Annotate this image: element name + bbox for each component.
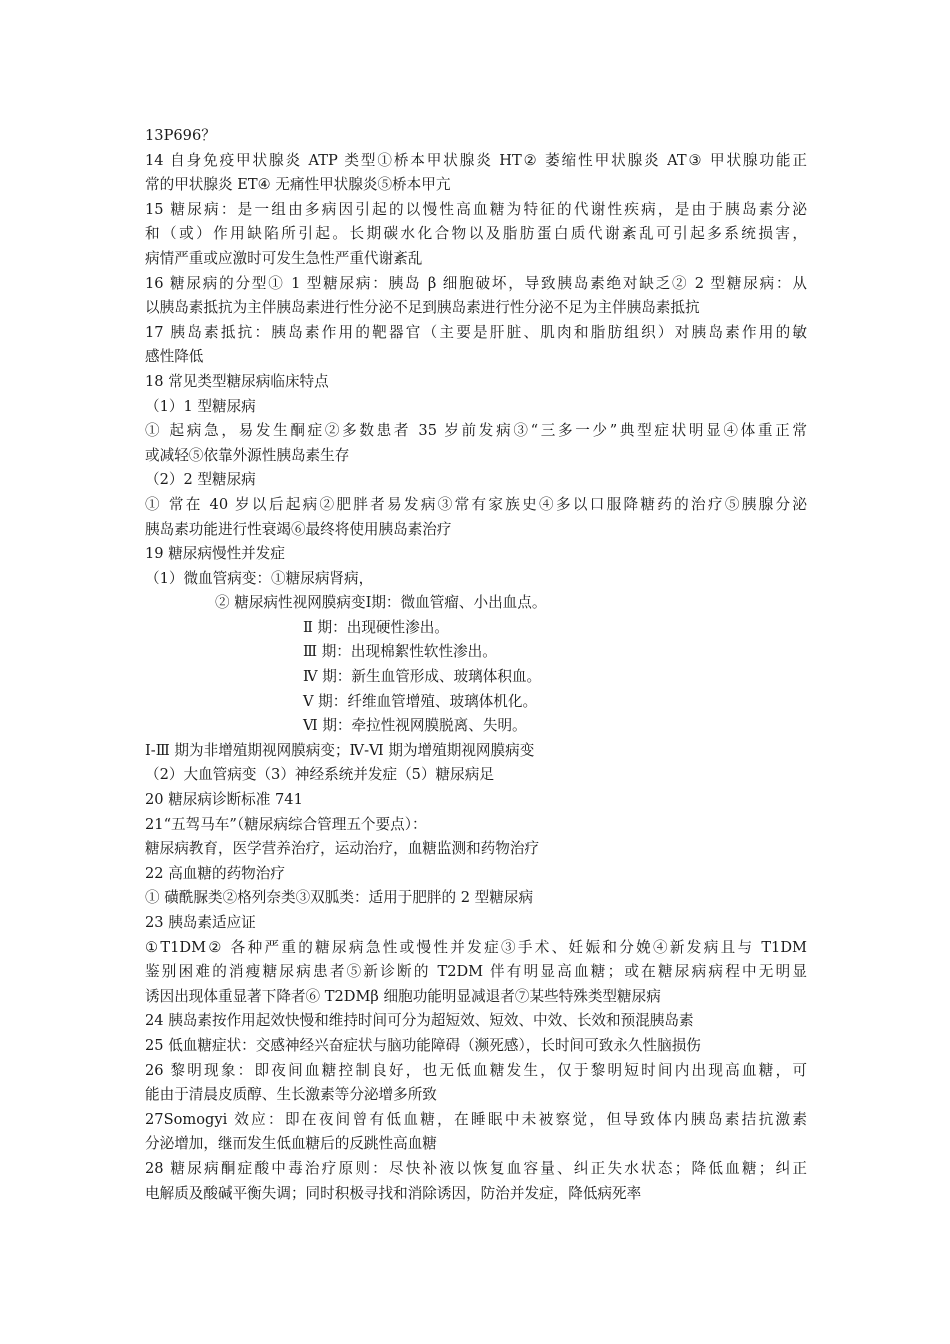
text-line: 16 糖尿病的分型① 1 型糖尿病：胰岛 β 细胞破坏，导致胰岛素绝对缺乏② 2 型糖尿病：从 <box>145 274 807 292</box>
section-heading: 22 高血糖的药物治疗 <box>145 864 285 882</box>
subsection-heading: （1）1 型糖尿病 <box>145 397 256 415</box>
text-line: 能由于清晨皮质醇、生长激素等分泌增多所致 <box>145 1086 437 1104</box>
text-line: ① 磺酰脲类②格列奈类③双胍类：适用于肥胖的 2 型糖尿病 <box>145 889 534 907</box>
text-line: ② 糖尿病性视网膜病变Ⅰ期：微血管瘤、小出血点。 <box>215 594 547 612</box>
text-line: （1）微血管病变：①糖尿病肾病， <box>145 569 374 587</box>
text-line: 糖尿病教育，医学营养治疗，运动治疗，血糖监测和药物治疗 <box>145 840 540 858</box>
text-line: 诱因出现体重显著下降者⑥ T2DMβ 细胞功能明显减退者⑦某些特殊类型糖尿病 <box>145 987 661 1005</box>
text-line: 分泌增加，继而发生低血糖后的反跳性高血糖 <box>145 1135 437 1153</box>
text-line: Ⅳ 期：新生血管形成、玻璃体积血。 <box>303 668 542 686</box>
section-heading: 18 常见类型糖尿病临床特点 <box>145 372 329 390</box>
text-line: 病情严重或应激时可发生急性严重代谢紊乱 <box>145 249 423 267</box>
text-line: 胰岛素功能进行性衰竭⑥最终将使用胰岛素治疗 <box>145 520 452 538</box>
text-line: ①T1DM② 各种严重的糖尿病急性或慢性并发症③手术、妊娠和分娩④新发病且与 T1DM <box>145 938 807 956</box>
section-heading: 20 糖尿病诊断标准 741 <box>145 791 303 809</box>
text-line: 15 糖尿病：是一组由多病因引起的以慢性高血糖为特征的代谢性疾病，是由于胰岛素分泌 <box>145 200 807 218</box>
text-line: 电解质及酸碱平衡失调；同时积极寻找和消除诱因，防治并发症，降低病死率 <box>145 1184 642 1202</box>
text-line: 14 自身免疫甲状腺炎 ATP 类型①桥本甲状腺炎 HT② 萎缩性甲状腺炎 AT③ 甲状腺功能正 <box>145 151 807 169</box>
section-heading: 21“五驾马车”（糖尿病综合管理五个要点）： <box>145 815 427 833</box>
text-line: Ⅰ-Ⅲ 期为非增殖期视网膜病变；Ⅳ-Ⅵ 期为增殖期视网膜病变 <box>145 741 535 759</box>
text-line: Ⅵ 期：牵拉性视网膜脱离、失明。 <box>303 717 527 735</box>
section-heading: 19 糖尿病慢性并发症 <box>145 545 285 563</box>
text-line: 24 胰岛素按作用起效快慢和维持时间可分为超短效、短效、中效、长效和预混胰岛素 <box>145 1012 694 1030</box>
text-line: 13P696？ <box>145 127 216 144</box>
text-line: Ⅲ 期：出现棉絮性软性渗出。 <box>303 643 497 661</box>
text-line: 27Somogyi 效应：即在夜间曾有低血糖，在睡眠中未被察觉，但导致体内胰岛素拮抗激素 <box>145 1110 807 1128</box>
text-line: 或减轻⑤依靠外源性胰岛素生存 <box>145 446 350 464</box>
text-line: Ⅴ 期：纤维血管增殖、玻璃体机化。 <box>303 692 538 710</box>
text-line: 以胰岛素抵抗为主伴胰岛素进行性分泌不足到胰岛素进行性分泌不足为主伴胰岛素抵抗 <box>145 299 700 317</box>
text-line: 鉴别困难的消瘦糖尿病患者⑤新诊断的 T2DM 伴有明显高血糖；或在糖尿病病程中无明显 <box>145 963 807 981</box>
text-line: 常的甲状腺炎 ET④ 无痛性甲状腺炎⑤桥本甲亢 <box>145 176 451 194</box>
text-line: ① 起病急，易发生酮症②多数患者 35 岁前发病③“三多一少”典型症状明显④体重正常 <box>145 422 807 440</box>
text-line: 25 低血糖症状：交感神经兴奋症状与脑功能障碍（濒死感），长时间可致永久性脑损伤 <box>145 1036 701 1054</box>
text-line: ① 常在 40 岁以后起病②肥胖者易发病③常有家族史④多以口服降糖药的治疗⑤胰腺分泌 <box>145 495 807 513</box>
subsection-heading: （2）2 型糖尿病 <box>145 471 256 489</box>
document-page <box>145 124 807 1206</box>
text-line: Ⅱ 期：出现硬性渗出。 <box>303 618 449 636</box>
text-line: （2）大血管病变（3）神经系统并发症（5）糖尿病足 <box>145 766 494 784</box>
text-line: 28 糖尿病酮症酸中毒治疗原则：尽快补液以恢复血容量、纠正失水状态；降低血糖；纠正 <box>145 1159 807 1177</box>
text-line: 和（或）作用缺陷所引起。长期碳水化合物以及脂肪蛋白质代谢紊乱可引起多系统损害， <box>145 225 807 243</box>
text-line: 感性降低 <box>145 348 204 366</box>
text-line: 17 胰岛素抵抗：胰岛素作用的靶器官（主要是肝脏、肌肉和脂肪组织）对胰岛素作用的敏 <box>145 323 807 341</box>
text-line: 26 黎明现象：即夜间血糖控制良好，也无低血糖发生，仅于黎明短时间内出现高血糖，可 <box>145 1061 807 1079</box>
section-heading: 23 胰岛素适应证 <box>145 914 256 931</box>
